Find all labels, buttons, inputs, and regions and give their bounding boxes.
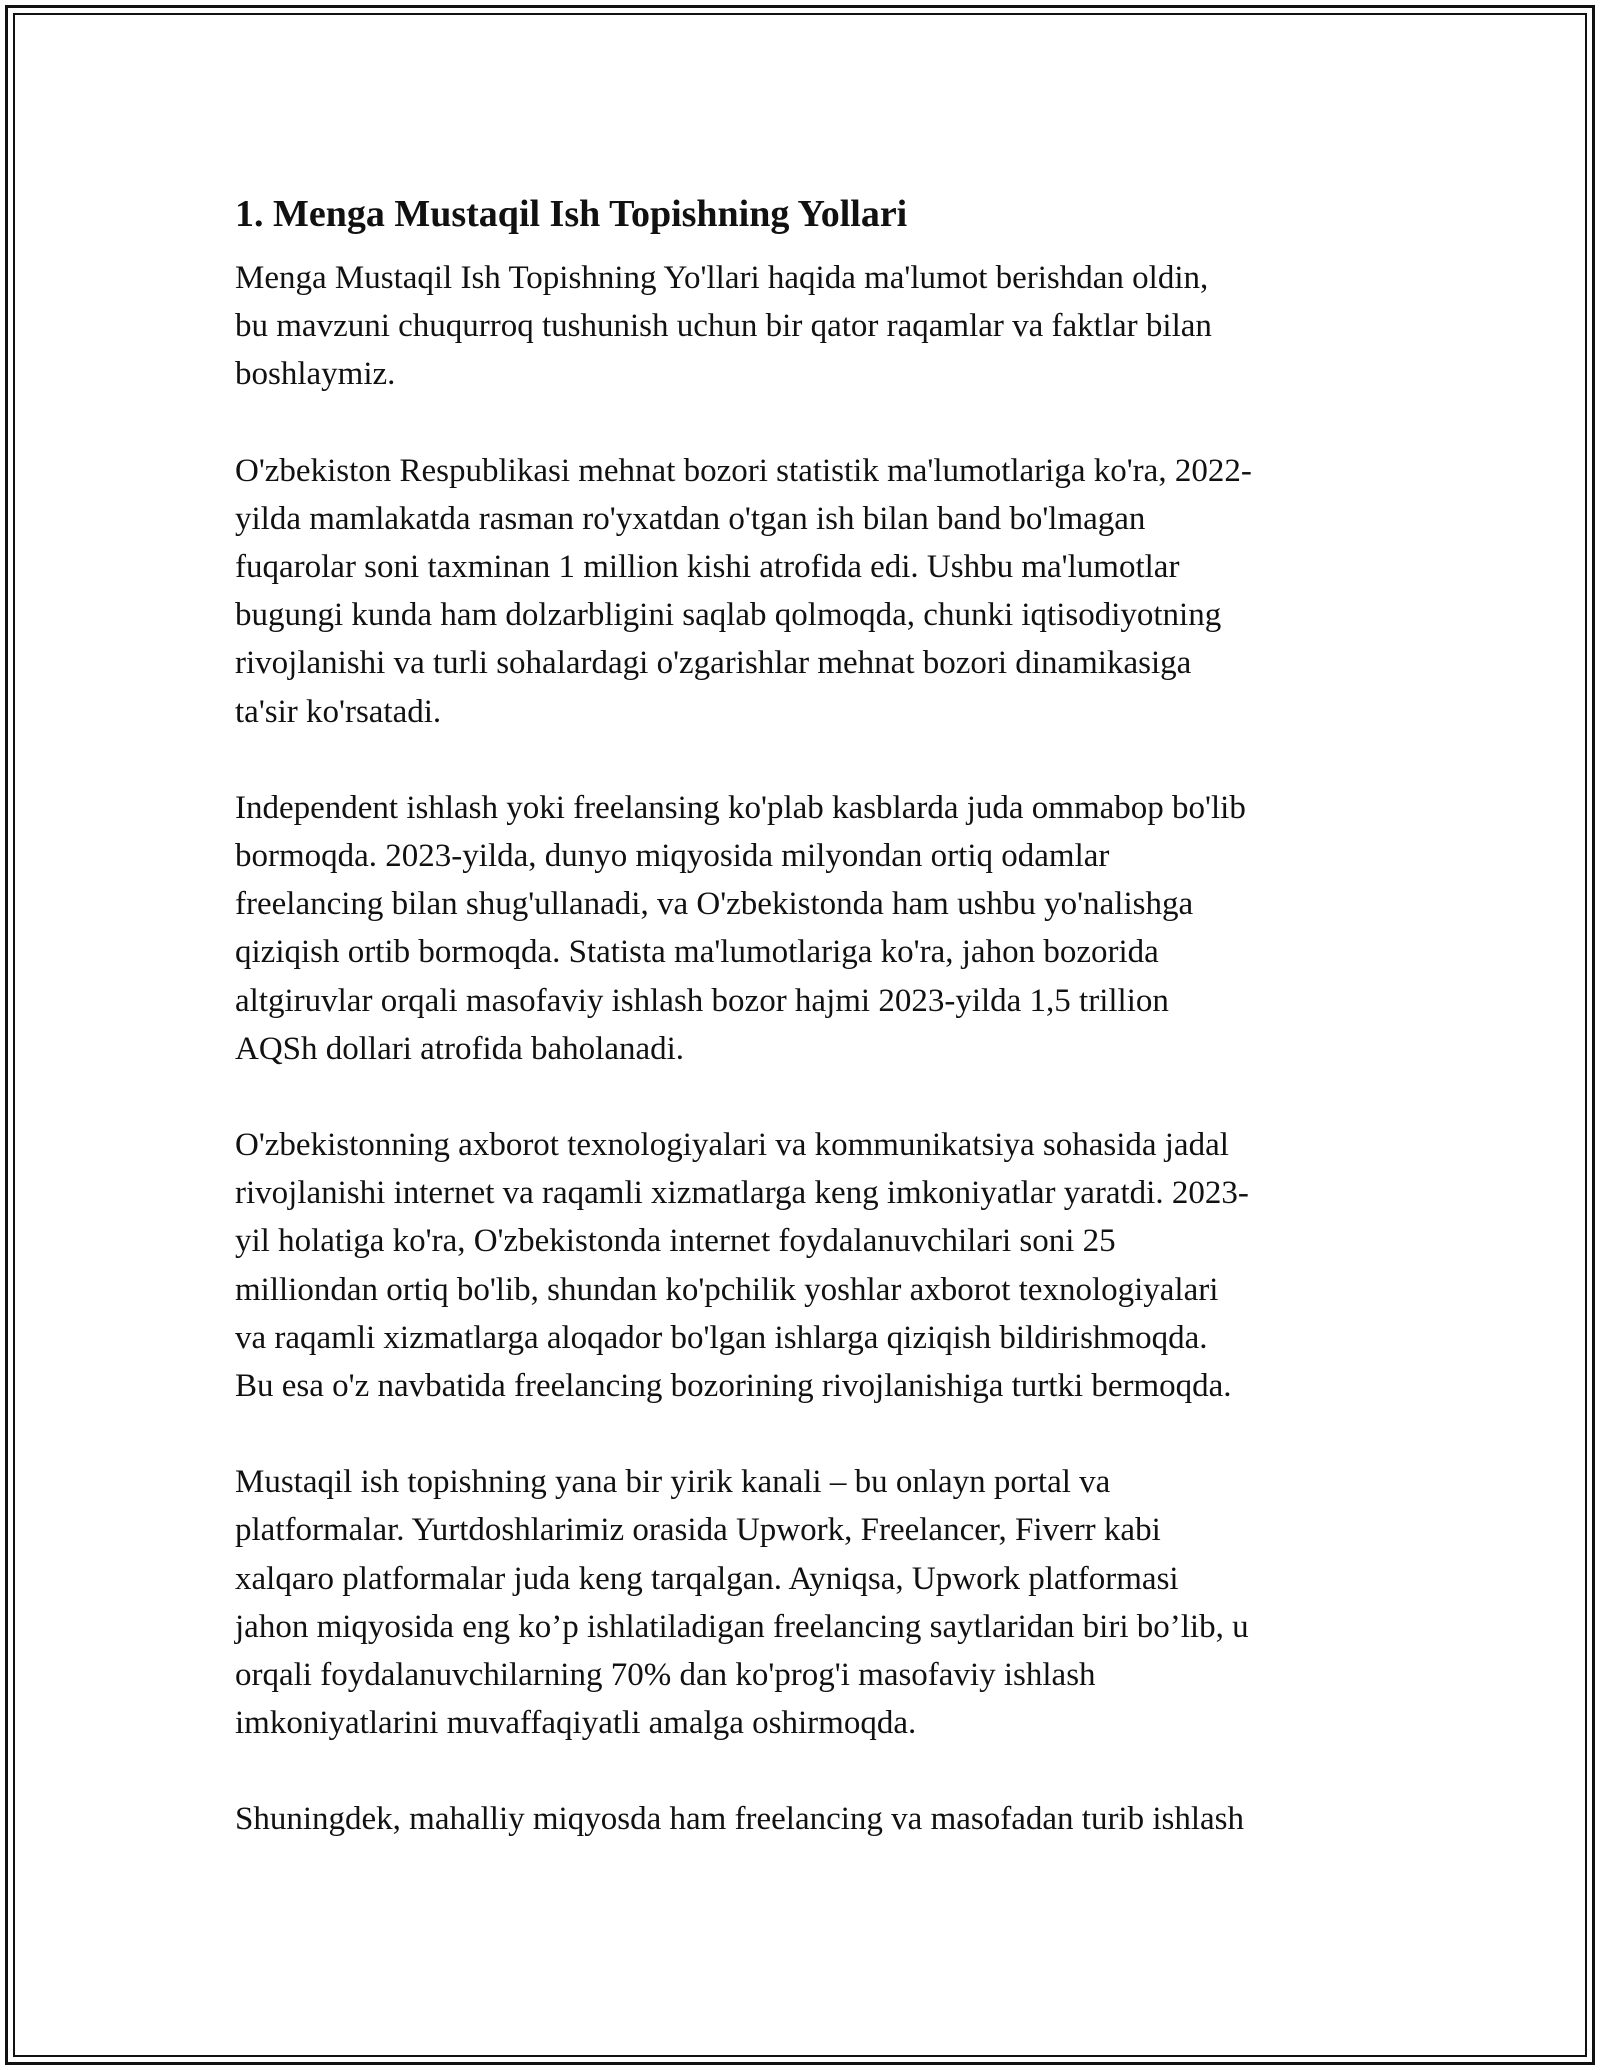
paragraph-intro: Menga Mustaqil Ish Topishning Yo'llari haqida ma'lumot berishdan oldin, bu mavzuni chuqurroq tushunish uchun bir qator raqamlar va faktlar bilan boshlaymiz. bbox=[235, 260, 1212, 393]
paragraph-it-development: O'zbekistonning axborot texnologiyalari va kommunikatsiya sohasida jadal rivojlanishi internet va raqamli xizmatlarga keng imkoniyatlar yaratdi. 2023- yil holatiga ko'ra, O'zbekistonda internet foydalanuvchilari soni 25 milliondan ortiq bo'lib, shundan ko'pchilik yoshlar axborot texnologiyalari va raqamli xizmatlarga aloqador bo'lgan ishlarga qiziqish bildirishmoqda. Bu esa o'z navbatida freelancing bozorining rivojlanishiga turtki bermoqda. bbox=[235, 1127, 1249, 1405]
paragraph-labor-market: O'zbekiston Respublikasi mehnat bozori statistik ma'lumotlariga ko'ra, 2022- yilda mamlakatda rasman ro'yxatdan o'tgan ish bilan band bo'lmagan fuqarolar soni taxminan 1 million kishi atrofida edi. Ushbu ma'lumotlar bugungi kunda ham dolzarbligini saqlab qolmoqda, chunki iqtisodiyotning rivojlanishi va turli sohalardagi o'zgarishlar mehnat bozori dinamikasiga ta'sir ko'rsatadi. bbox=[235, 452, 1252, 730]
document-body bbox=[235, 186, 1375, 1892]
paragraph-local-freelancing: Shuningdek, mahalliy miqyosda ham freelancing va masofadan turib ishlash bbox=[235, 1801, 1245, 1838]
paragraph-online-platforms: Mustaqil ish topishning yana bir yirik kanali – bu onlayn portal va platformalar. Yurtdoshlarimiz orasida Upwork, Freelancer, Fiverr kabi xalqaro platformalar juda keng tarqalgan. Ayniqsa, Upwork platformasi jahon miqyosida eng ko’p ishlatiladigan freelancing saytlaridan biri bo’lib, u orqali foydalanuvchilarning 70% dan ko'prog'i masofaviy ishlash imkoniyatlarini muvaffaqiyatli amalga oshirmoqda. bbox=[235, 1464, 1249, 1742]
section-heading: 1. Menga Mustaqil Ish Topishning Yollari bbox=[235, 193, 908, 235]
paragraph-freelancing: Independent ishlash yoki freelansing ko'plab kasblarda juda ommabop bo'lib bormoqda. 2023-yilda, dunyo miqyosida milyondan ortiq odamlar freelancing bilan shug'ullanadi, va O'zbekistonda ham ushbu yo'nalishga qiziqish ortib bormoqda. Statista ma'lumotlariga ko'ra, jahon bozorida altgiruvlar orqali masofaviy ishlash bozor hajmi 2023-yilda 1,5 trillion AQSh dollari atrofida baholanadi. bbox=[235, 789, 1246, 1067]
